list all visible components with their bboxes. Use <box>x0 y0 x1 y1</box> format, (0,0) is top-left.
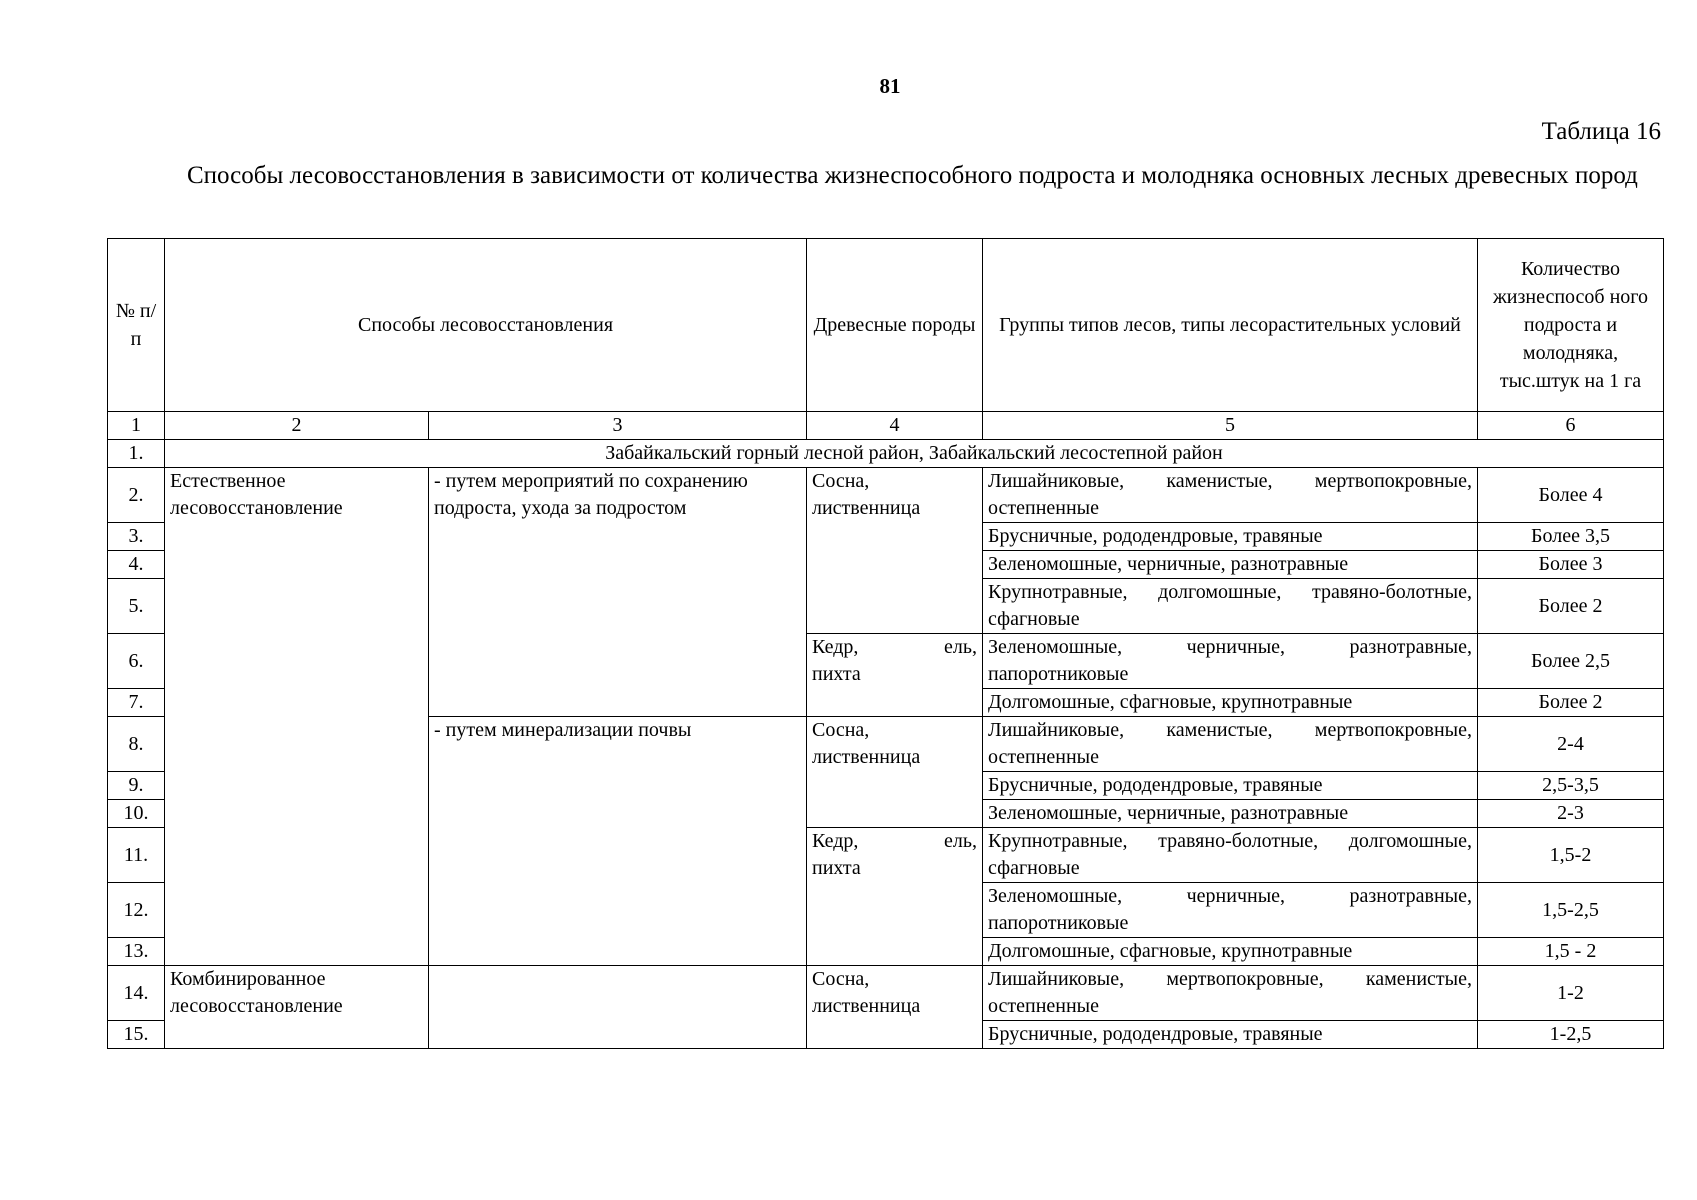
forest-type: Брусничные, рододендровые, травяные <box>983 772 1478 800</box>
species-spruce: ель, <box>944 636 977 658</box>
quantity-value: 1,5-2,5 <box>1478 883 1664 938</box>
row-number: 11. <box>108 828 165 883</box>
header-methods: Способы лесовосстановления <box>165 239 807 412</box>
header-num: № п/п <box>108 239 165 412</box>
forest-type: Зеленомошные, черничные, разнотравные <box>983 800 1478 828</box>
method-combined: Комбинированное лесовосстановление <box>165 966 429 1049</box>
forest-type: Долгомошные, сфагновые, крупнотравные <box>983 938 1478 966</box>
row-number: 7. <box>108 689 165 717</box>
quantity-value: Более 2,5 <box>1478 634 1664 689</box>
species-pine-larch: Сосна, лиственница <box>807 468 983 634</box>
forest-type: Брусничные, рододендровые, травяные <box>983 1021 1478 1049</box>
species-cedar: Кедр, <box>812 830 859 852</box>
header-species: Древесные породы <box>807 239 983 412</box>
quantity-value: 1-2 <box>1478 966 1664 1021</box>
species-cedar-spruce-fir <box>807 634 983 717</box>
header-forest-types: Группы типов лесов, типы лесорастительных условий <box>983 239 1478 412</box>
forest-type: Брусничные, рододендровые, травяные <box>983 523 1478 551</box>
submethod-preservation: - путем мероприятий по сохранению подроста, ухода за подростом <box>429 468 807 717</box>
header-row <box>108 239 1664 412</box>
quantity-value: Более 2 <box>1478 689 1664 717</box>
species-fir: пихта <box>812 857 861 879</box>
column-numbers-row <box>108 412 1664 440</box>
row-number: 12. <box>108 883 165 938</box>
species-cedar-spruce-fir <box>807 828 983 966</box>
table-label: Таблица 16 <box>1541 118 1661 145</box>
row-number: 15. <box>108 1021 165 1049</box>
document-title: Способы лесовосстановления в зависимости от количества жизнеспособного подроста и молодняка основных лесных древесных пород <box>187 162 1638 189</box>
quantity-value: 2-4 <box>1478 717 1664 772</box>
submethod-empty <box>429 966 807 1049</box>
row-number: 1. <box>108 440 165 468</box>
quantity-value: 1-2,5 <box>1478 1021 1664 1049</box>
species-cedar: Кедр, <box>812 636 859 658</box>
submethod-mineralization: - путем минерализации почвы <box>429 717 807 966</box>
species-pine-larch: Сосна, лиственница <box>807 717 983 828</box>
table-row <box>108 966 1664 1021</box>
row-number: 13. <box>108 938 165 966</box>
row-number: 8. <box>108 717 165 772</box>
table-row <box>108 440 1664 468</box>
quantity-value: Более 3,5 <box>1478 523 1664 551</box>
forest-type: Лишайниковые, каменистые, мертвопокровные, остепненные <box>983 468 1478 523</box>
column-number: 4 <box>807 412 983 440</box>
forest-type: Зеленомошные, черничные, разнотравные, папоротниковые <box>983 634 1478 689</box>
row-number: 3. <box>108 523 165 551</box>
species-spruce: ель, <box>944 830 977 852</box>
table-row <box>108 468 1664 523</box>
forest-type: Долгомошные, сфагновые, крупнотравные <box>983 689 1478 717</box>
forest-type: Лишайниковые, каменистые, мертвопокровные, остепненные <box>983 717 1478 772</box>
row-number: 14. <box>108 966 165 1021</box>
row-number: 10. <box>108 800 165 828</box>
quantity-value: 2,5-3,5 <box>1478 772 1664 800</box>
forest-type: Крупнотравные, долгомошные, травяно-болотные, сфагновые <box>983 579 1478 634</box>
column-number: 1 <box>108 412 165 440</box>
species-pine-larch: Сосна, лиственница <box>807 966 983 1049</box>
row-number: 2. <box>108 468 165 523</box>
row-number: 5. <box>108 579 165 634</box>
quantity-value: 1,5-2 <box>1478 828 1664 883</box>
column-number: 5 <box>983 412 1478 440</box>
quantity-value: Более 3 <box>1478 551 1664 579</box>
species-fir: пихта <box>812 663 861 685</box>
method-natural: Естественное лесовосстановление <box>165 468 429 966</box>
region-name: Забайкальский горный лесной район, Забайкальский лесостепной район <box>165 440 1664 468</box>
column-number: 3 <box>429 412 807 440</box>
quantity-value: 1,5 - 2 <box>1478 938 1664 966</box>
quantity-value: Более 4 <box>1478 468 1664 523</box>
forest-type: Лишайниковые, мертвопокровные, каменистые, остепненные <box>983 966 1478 1021</box>
page-number: 81 <box>879 74 901 98</box>
column-number: 6 <box>1478 412 1664 440</box>
row-number: 4. <box>108 551 165 579</box>
forest-type: Крупнотравные, травяно-болотные, долгомошные, сфагновые <box>983 828 1478 883</box>
row-number: 6. <box>108 634 165 689</box>
column-number: 2 <box>165 412 429 440</box>
forest-type: Зеленомошные, черничные, разнотравные, папоротниковые <box>983 883 1478 938</box>
quantity-value: Более 2 <box>1478 579 1664 634</box>
forest-type: Зеленомошные, черничные, разнотравные <box>983 551 1478 579</box>
quantity-value: 2-3 <box>1478 800 1664 828</box>
reforestation-table <box>107 238 1664 1049</box>
row-number: 9. <box>108 772 165 800</box>
header-quantity: Количество жизнеспособ ного подроста и молодняка, тыс.штук на 1 га <box>1478 239 1664 412</box>
